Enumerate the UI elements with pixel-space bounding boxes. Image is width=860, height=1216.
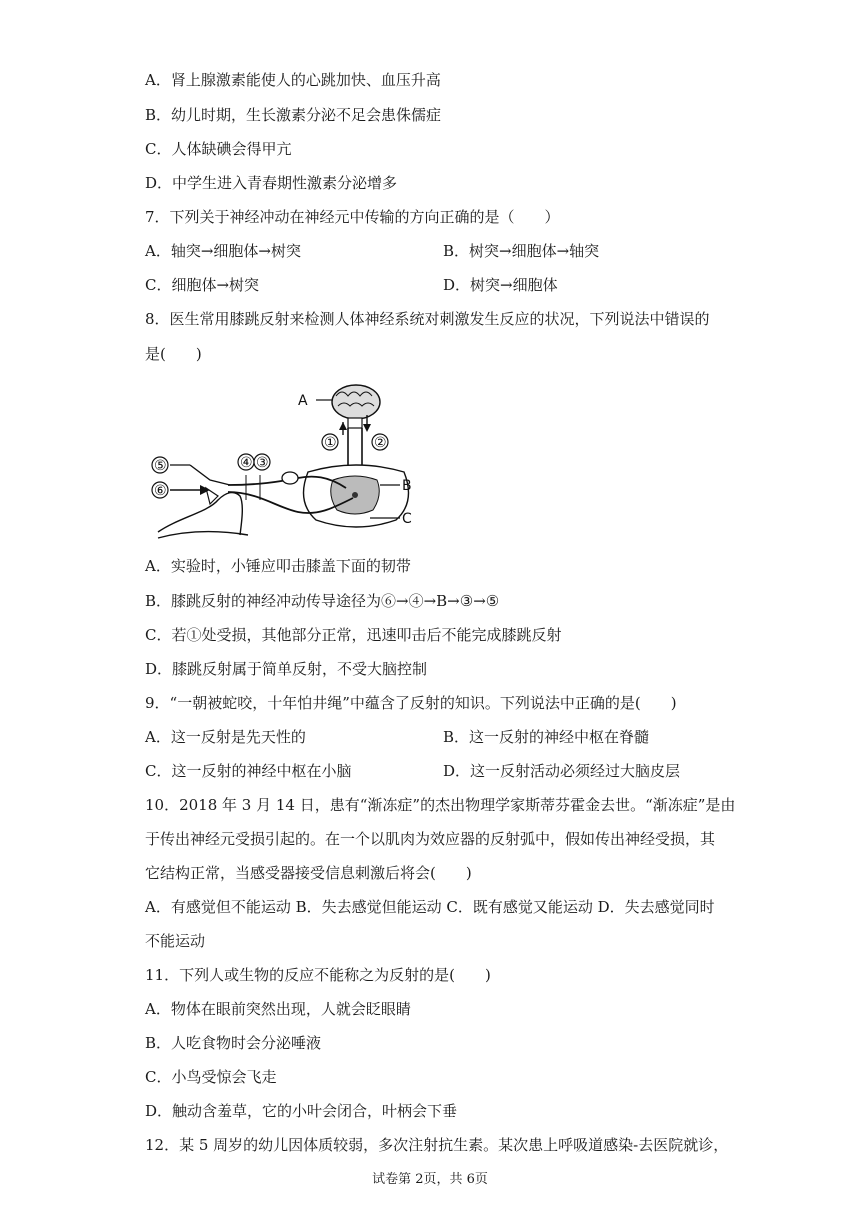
q8-option-c: C．若①处受损，其他部分正常，迅速叩击后不能完成膝跳反射 (145, 626, 562, 644)
q6-option-c: C．人体缺碘会得甲亢 (145, 140, 292, 158)
figure-label-5: ⑤ (154, 458, 167, 474)
q10-options-line1: A．有感觉但不能运动 B．失去感觉但能运动 C．既有感觉又能运动 D．失去感觉同时 (145, 898, 715, 916)
q8-stem-line2: 是( ) (145, 345, 202, 363)
q8-option-d: D．膝跳反射属于简单反射，不受大脑控制 (145, 660, 428, 678)
q7-option-d: D．树突→细胞体 (443, 276, 558, 294)
leg-illustration (158, 488, 248, 538)
q10-stem-line3: 它结构正常，当感受器接受信息刺激后将会( ) (145, 864, 472, 882)
figure-label-2: ② (374, 435, 387, 451)
q7-stem: 7．下列关于神经冲动在神经元中传输的方向正确的是（ ） (145, 208, 560, 226)
q11-option-d: D．触动含羞草，它的小叶会闭合，叶柄会下垂 (145, 1102, 458, 1120)
q11-stem: 11．下列人或生物的反应不能称之为反射的是( ) (145, 966, 491, 984)
q10-stem-line1: 10．2018 年 3 月 14 日，患有“渐冻症”的杰出物理学家斯蒂芬霍金去世。“渐冻症”是由 (145, 796, 736, 814)
figure-label-6: ⑥ (154, 483, 167, 499)
q8-option-b: B．膝跳反射的神经冲动传导途径为⑥→④→B→③→⑤ (145, 592, 500, 610)
brain-illustration (332, 385, 380, 428)
figure-label-a: A (298, 393, 308, 409)
figure-label-b: B (402, 478, 412, 494)
q8-option-a: A．实验时，小锤应叩击膝盖下面的韧带 (145, 557, 411, 575)
figure-label-c: C (402, 511, 412, 527)
figure-label-1: ① (324, 435, 337, 451)
q8-stem-line1: 8．医生常用膝跳反射来检测人体神经系统对刺激发生反应的状况，下列说法中错误的 (145, 310, 710, 328)
dorsal-root-ganglion (282, 472, 298, 484)
knee-jerk-reflex-diagram (148, 380, 428, 540)
q9-option-d: D．这一反射活动必须经过大脑皮层 (443, 762, 681, 780)
q10-options-line2: 不能运动 (145, 932, 206, 950)
q9-stem: 9．“一朝被蛇咬，十年怕井绳”中蕴含了反射的知识。下列说法中正确的是( ) (145, 694, 677, 712)
q7-option-row1 (145, 241, 301, 261)
q11-option-a: A．物体在眼前突然出现，人就会眨眼睛 (145, 1000, 411, 1018)
q7-option-a: A．轴突→细胞体→树突 (145, 242, 301, 260)
q7-option-b: B．树突→细胞体→轴突 (443, 242, 600, 260)
page-footer: 试卷第 2页，共 6页 (372, 1172, 488, 1187)
q9-option-c: C．这一反射的神经中枢在小脑 (145, 762, 352, 780)
q11-option-b: B．人吃食物时会分泌唾液 (145, 1034, 322, 1052)
q6-option-b: B．幼儿时期，生长激素分泌不足会患侏儒症 (145, 106, 442, 124)
figure-label-3: ③ (256, 455, 269, 471)
q7-option-c: C．细胞体→树突 (145, 276, 260, 294)
figure-label-4: ④ (240, 455, 253, 471)
q11-option-c: C．小鸟受惊会飞走 (145, 1068, 277, 1086)
q6-option-d: D．中学生进入青春期性激素分泌增多 (145, 174, 398, 192)
q6-option-a: A．肾上腺激素能使人的心跳加快、血压升高 (145, 71, 441, 89)
q12-stem-line1: 12．某 5 周岁的幼儿因体质较弱，多次注射抗生素。某次患上呼吸道感染-去医院就诊， (145, 1136, 729, 1154)
q9-option-a: A．这一反射是先天性的 (145, 728, 306, 746)
q9-option-b: B．这一反射的神经中枢在脊髓 (443, 728, 650, 746)
q10-stem-line2: 于传出神经元受损引起的。在一个以肌肉为效应器的反射弧中，假如传出神经受损，其 (145, 830, 716, 848)
